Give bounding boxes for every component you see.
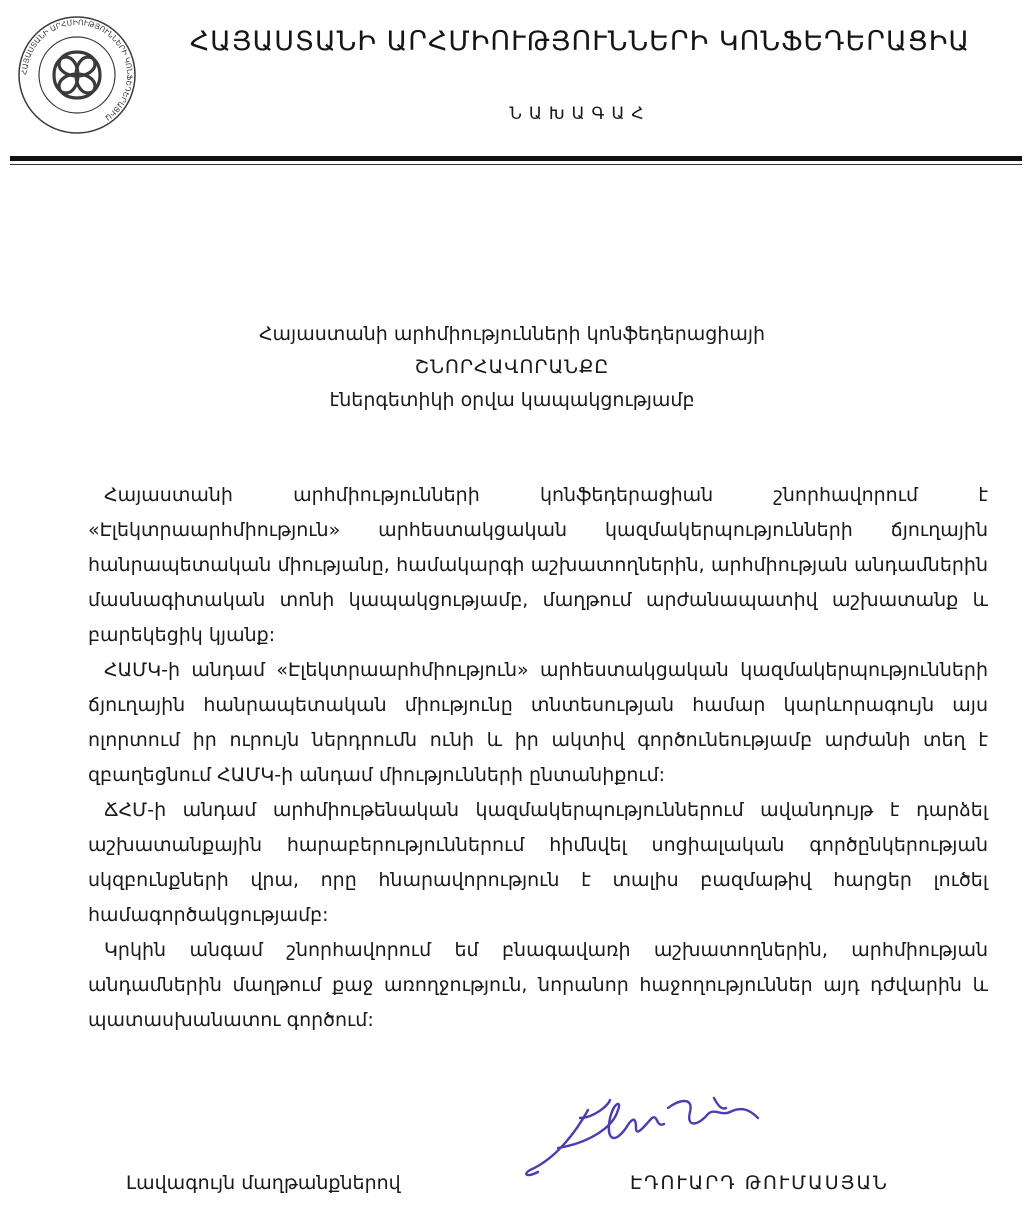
body-paragraph-2: ՀԱՄԿ-ի անդամ «Էլեկտրաարհմիություն» արհեստակցական կազմակերպությունների ճյուղային հանրապետական միությունը տնտեսության համար կարևորագույն այս ոլորտում իր ուրույն ներդրումն ունի և իր ակտիվ գործունեությամբ արժանի տեղ է զբաղեցնում ՀԱՄԿ-ի անդամ միությունների ընտանիքում: — [88, 659, 988, 786]
letter-title — [0, 318, 1024, 417]
title-line-3: էներգետիկի օրվա կապակցությամբ — [329, 389, 695, 411]
body-paragraph-4: Կրկին անգամ շնորհավորում եմ բնագավառի աշխատողներին, արհմիության անդամներին մաղթում քաջ առողջություն, նորանոր հաջողություններ այդ դժվարին և պատասխանատու գործում: — [88, 939, 988, 1031]
body-paragraph-1: Հայաստանի արհմիությունների կոնֆեդերացիան շնորհավորում է «Էլեկտրաարհմիություն» արհեստակցական կազմակերպությունների ճյուղային հանրապետական միությանը, համակարգի աշխատողներին, արհմիության անդամներին մասնագիտական տոնի կապակցությամբ, մաղթում արժանապատիվ աշխատանք և բարեկեցիկ կյանք: — [88, 484, 988, 646]
title-line-2: ՇՆՈՐՀԱՎՈՐԱՆՔԸ — [414, 356, 610, 378]
org-name: ՀԱՅԱՍՏԱՆԻ ԱՐՀՄԻՈՒԹՅՈՒՆՆԵՐԻ ԿՈՆՖԵԴԵՐԱՑԻԱ — [189, 26, 971, 57]
signer-name: ԷԴՈՒԱՐԴ ԹՈՒՄԱՍՅԱՆ — [630, 1172, 889, 1194]
office-title: ՆԱԽԱԳԱՀ — [509, 104, 651, 124]
letter-body — [88, 478, 988, 1038]
header-divider-thick — [10, 156, 1022, 161]
confederation-logo — [16, 14, 138, 136]
title-line-1: Հայաստանի արհմիությունների կոնֆեդերացիայի — [258, 323, 766, 345]
body-paragraph-3: ՃՀՄ-ի անդամ արհմիութենական կազմակերպություններում ավանդույթ է դարձել աշխատանքային հարաբերություններում հիմնվել սոցիալական գործընկերության սկզբունքների վրա, որը հնարավորություն է տալիս բազմաթիվ հարցեր լուծել համագործակցությամբ: — [88, 799, 988, 926]
logo-ring-text: ՀԱՅԱՍՏԱՆԻ ԱՐՀՄԻՈՒԹՅՈՒՆՆԵՐԻ ԿՈՆՖԵԴԵՐԱՑԻԱ — [19, 17, 135, 123]
header-divider-thin — [10, 164, 1022, 165]
closing-phrase: Լավագույն մաղթանքներով — [126, 1172, 401, 1194]
